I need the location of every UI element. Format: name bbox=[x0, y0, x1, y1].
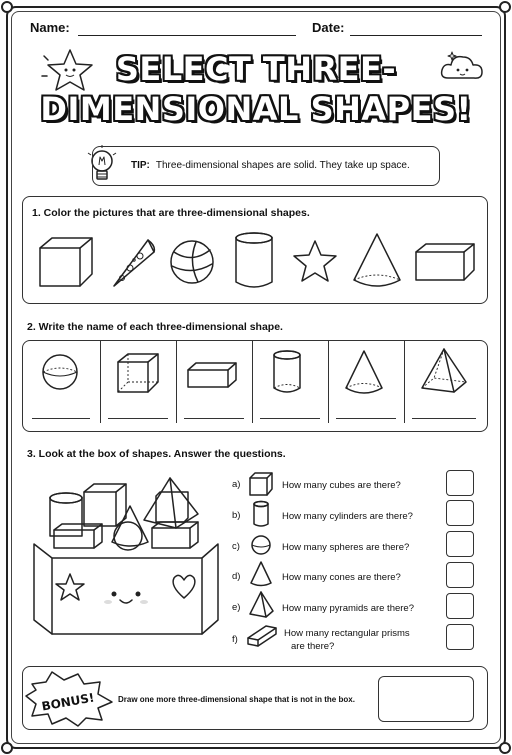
cylinder-icon bbox=[252, 500, 272, 530]
date-label: Date: bbox=[312, 20, 345, 35]
pyramid-icon bbox=[248, 590, 276, 620]
cube-icon bbox=[248, 471, 274, 497]
bonus-text: Draw one more three-dimensional shape that is not in the box. bbox=[118, 695, 355, 704]
answer-box[interactable] bbox=[446, 562, 474, 588]
bonus-drawing-box[interactable] bbox=[378, 676, 474, 722]
pyramid-icon bbox=[418, 346, 470, 398]
cylinder-icon bbox=[270, 348, 306, 398]
question-letter: e) bbox=[232, 602, 241, 613]
star-icon[interactable] bbox=[290, 238, 340, 286]
cube-icon[interactable] bbox=[36, 234, 96, 290]
name-field[interactable] bbox=[78, 35, 296, 36]
corner-dot bbox=[1, 742, 13, 754]
question-text: How many spheres are there? bbox=[282, 542, 410, 553]
question-letter: c) bbox=[232, 541, 240, 552]
section-3-title: 3. Look at the box of shapes. Answer the questions. bbox=[27, 448, 286, 460]
question-text: How many rectangular prisms bbox=[284, 628, 410, 639]
sphere-icon bbox=[40, 352, 82, 394]
rectangular-prism-icon bbox=[184, 360, 240, 390]
corner-dot bbox=[499, 1, 511, 13]
answer-box[interactable] bbox=[446, 593, 474, 619]
cone-icon[interactable] bbox=[350, 230, 404, 292]
question-text: How many cubes are there? bbox=[282, 480, 401, 491]
bonus-label: BONUS! bbox=[40, 690, 96, 714]
answer-box[interactable] bbox=[446, 470, 474, 496]
cone-icon bbox=[342, 348, 388, 398]
tip-label: TIP: bbox=[131, 160, 150, 171]
tip-text: Three-dimensional shapes are solid. They take up space. bbox=[155, 160, 410, 171]
date-field[interactable] bbox=[350, 35, 482, 36]
ball-icon[interactable] bbox=[168, 234, 218, 290]
answer-line[interactable] bbox=[32, 418, 90, 419]
question-letter: a) bbox=[232, 479, 241, 490]
section-2-title: 2. Write the name of each three-dimensional shape. bbox=[27, 321, 283, 333]
answer-box[interactable] bbox=[446, 624, 474, 650]
rectangular-prism-icon bbox=[246, 624, 278, 648]
name-date-row bbox=[30, 20, 482, 42]
question-text: How many cylinders are there? bbox=[282, 511, 413, 522]
pizza-slice-icon[interactable] bbox=[108, 234, 158, 290]
answer-line[interactable] bbox=[260, 418, 320, 419]
cylinder-icon[interactable] bbox=[232, 230, 280, 292]
page-title-line1: SELECT THREE- bbox=[115, 50, 397, 88]
name-label: Name: bbox=[30, 20, 70, 35]
answer-line[interactable] bbox=[336, 418, 396, 419]
answer-line[interactable] bbox=[184, 418, 244, 419]
question-letter: b) bbox=[232, 510, 241, 521]
tip-box bbox=[92, 146, 440, 186]
corner-dot bbox=[499, 742, 511, 754]
cube-icon bbox=[112, 350, 162, 396]
answer-line[interactable] bbox=[412, 418, 476, 419]
cone-icon bbox=[249, 560, 275, 590]
smiling-cloud-icon bbox=[438, 48, 488, 88]
rectangular-prism-icon[interactable] bbox=[412, 240, 478, 286]
answer-box[interactable] bbox=[446, 500, 474, 526]
question-letter: f) bbox=[232, 634, 238, 645]
question-text: How many cones are there? bbox=[282, 572, 401, 583]
smiling-star-icon bbox=[40, 46, 100, 96]
bonus-burst-badge bbox=[24, 670, 116, 726]
question-letter: d) bbox=[232, 571, 241, 582]
section-1-title: 1. Color the pictures that are three-dimensional shapes. bbox=[32, 207, 310, 219]
shape-box-illustration bbox=[26, 470, 226, 640]
corner-dot bbox=[1, 1, 13, 13]
answer-box[interactable] bbox=[446, 531, 474, 557]
question-text: How many pyramids are there? bbox=[282, 603, 414, 614]
page-title-line2: DIMENSIONAL SHAPES! bbox=[40, 90, 472, 128]
sphere-icon bbox=[250, 533, 274, 557]
answer-line[interactable] bbox=[108, 418, 168, 419]
question-text-line2: are there? bbox=[291, 641, 335, 652]
